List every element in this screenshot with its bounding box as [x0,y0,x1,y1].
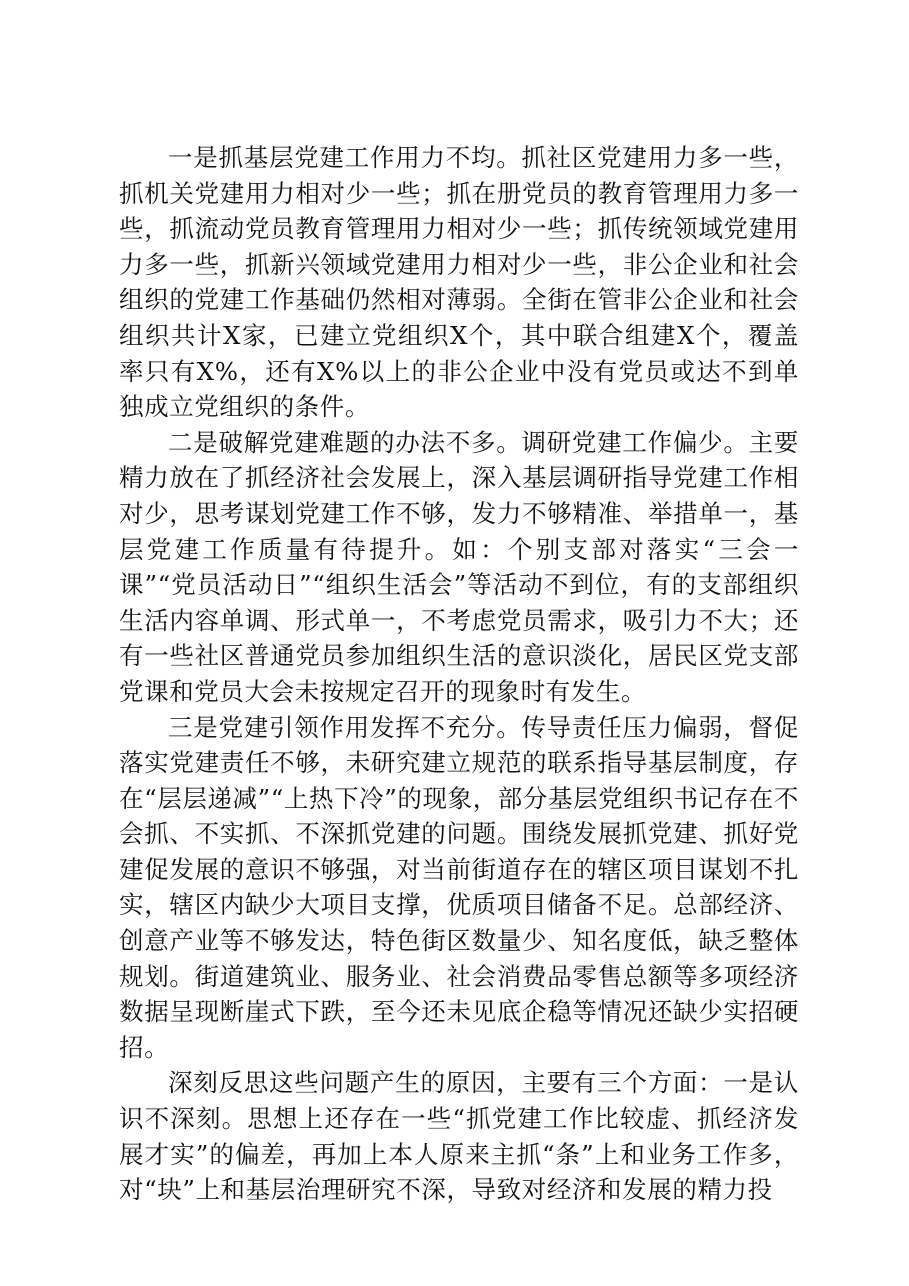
paragraph-1: 一是抓基层党建工作用力不均。抓社区党建用力多一些，抓机关党建用力相对少一些；抓在册党员的教育管理用力多一些，抓流动党员教育管理用力相对少一些；抓传统领域党建用力多一些，抓新兴领域党建用力相对少一些，非公企业和社会组织的党建工作基础仍然相对薄弱。全街在管非公企业和社会组织共计X家，已建立党组织X个，其中联合组建X个，覆盖率只有X%，还有X%以上的非公企业中没有党员或达不到单独成立党组织的条件。 [119,143,799,422]
paragraph-4: 深刻反思这些问题产生的原因，主要有三个方面：一是认识不深刻。思想上还存在一些“抓党建工作比较虚、抓经济发展才实”的偏差，再加上本人原来主抓“条”上和业务工作多，对“块”上和基层治理研究不深，导致对经济和发展的精力投 [119,1068,799,1205]
document-body [119,140,799,1208]
paragraph-3: 三是党建引领作用发挥不充分。传导责任压力偏弱，督促落实党建责任不够，未研究建立规范的联系指导基层制度，存在“层层递减”“上热下冷”的现象，部分基层党组织书记存在不会抓、不实抓、不深抓党建的问题。围绕发展抓党建、抓好党建促发展的意识不够强，对当前街道存在的辖区项目谋划不扎实，辖区内缺少大项目支撑，优质项目储备不足。总部经济、创意产业等不够发达，特色街区数量少、知名度低，缺乏整体规划。街道建筑业、服务业、社会消费品零售总额等多项经济数据呈现断崖式下跌，至今还未见底企稳等情况还缺少实招硬招。 [119,712,799,1062]
paragraph-2: 二是破解党建难题的办法不多。调研党建工作偏少。主要精力放在了抓经济社会发展上，深入基层调研指导党建工作相对少，思考谋划党建工作不够，发力不够精准、举措单一，基层党建工作质量有待提升。如：个别支部对落实“三会一课”“党员活动日”“组织生活会”等活动不到位，有的支部组织生活内容单调、形式单一，不考虑党员需求，吸引力不大；还有一些社区普通党员参加组织生活的意识淡化，居民区党支部党课和党员大会未按规定召开的现象时有发生。 [119,427,799,706]
